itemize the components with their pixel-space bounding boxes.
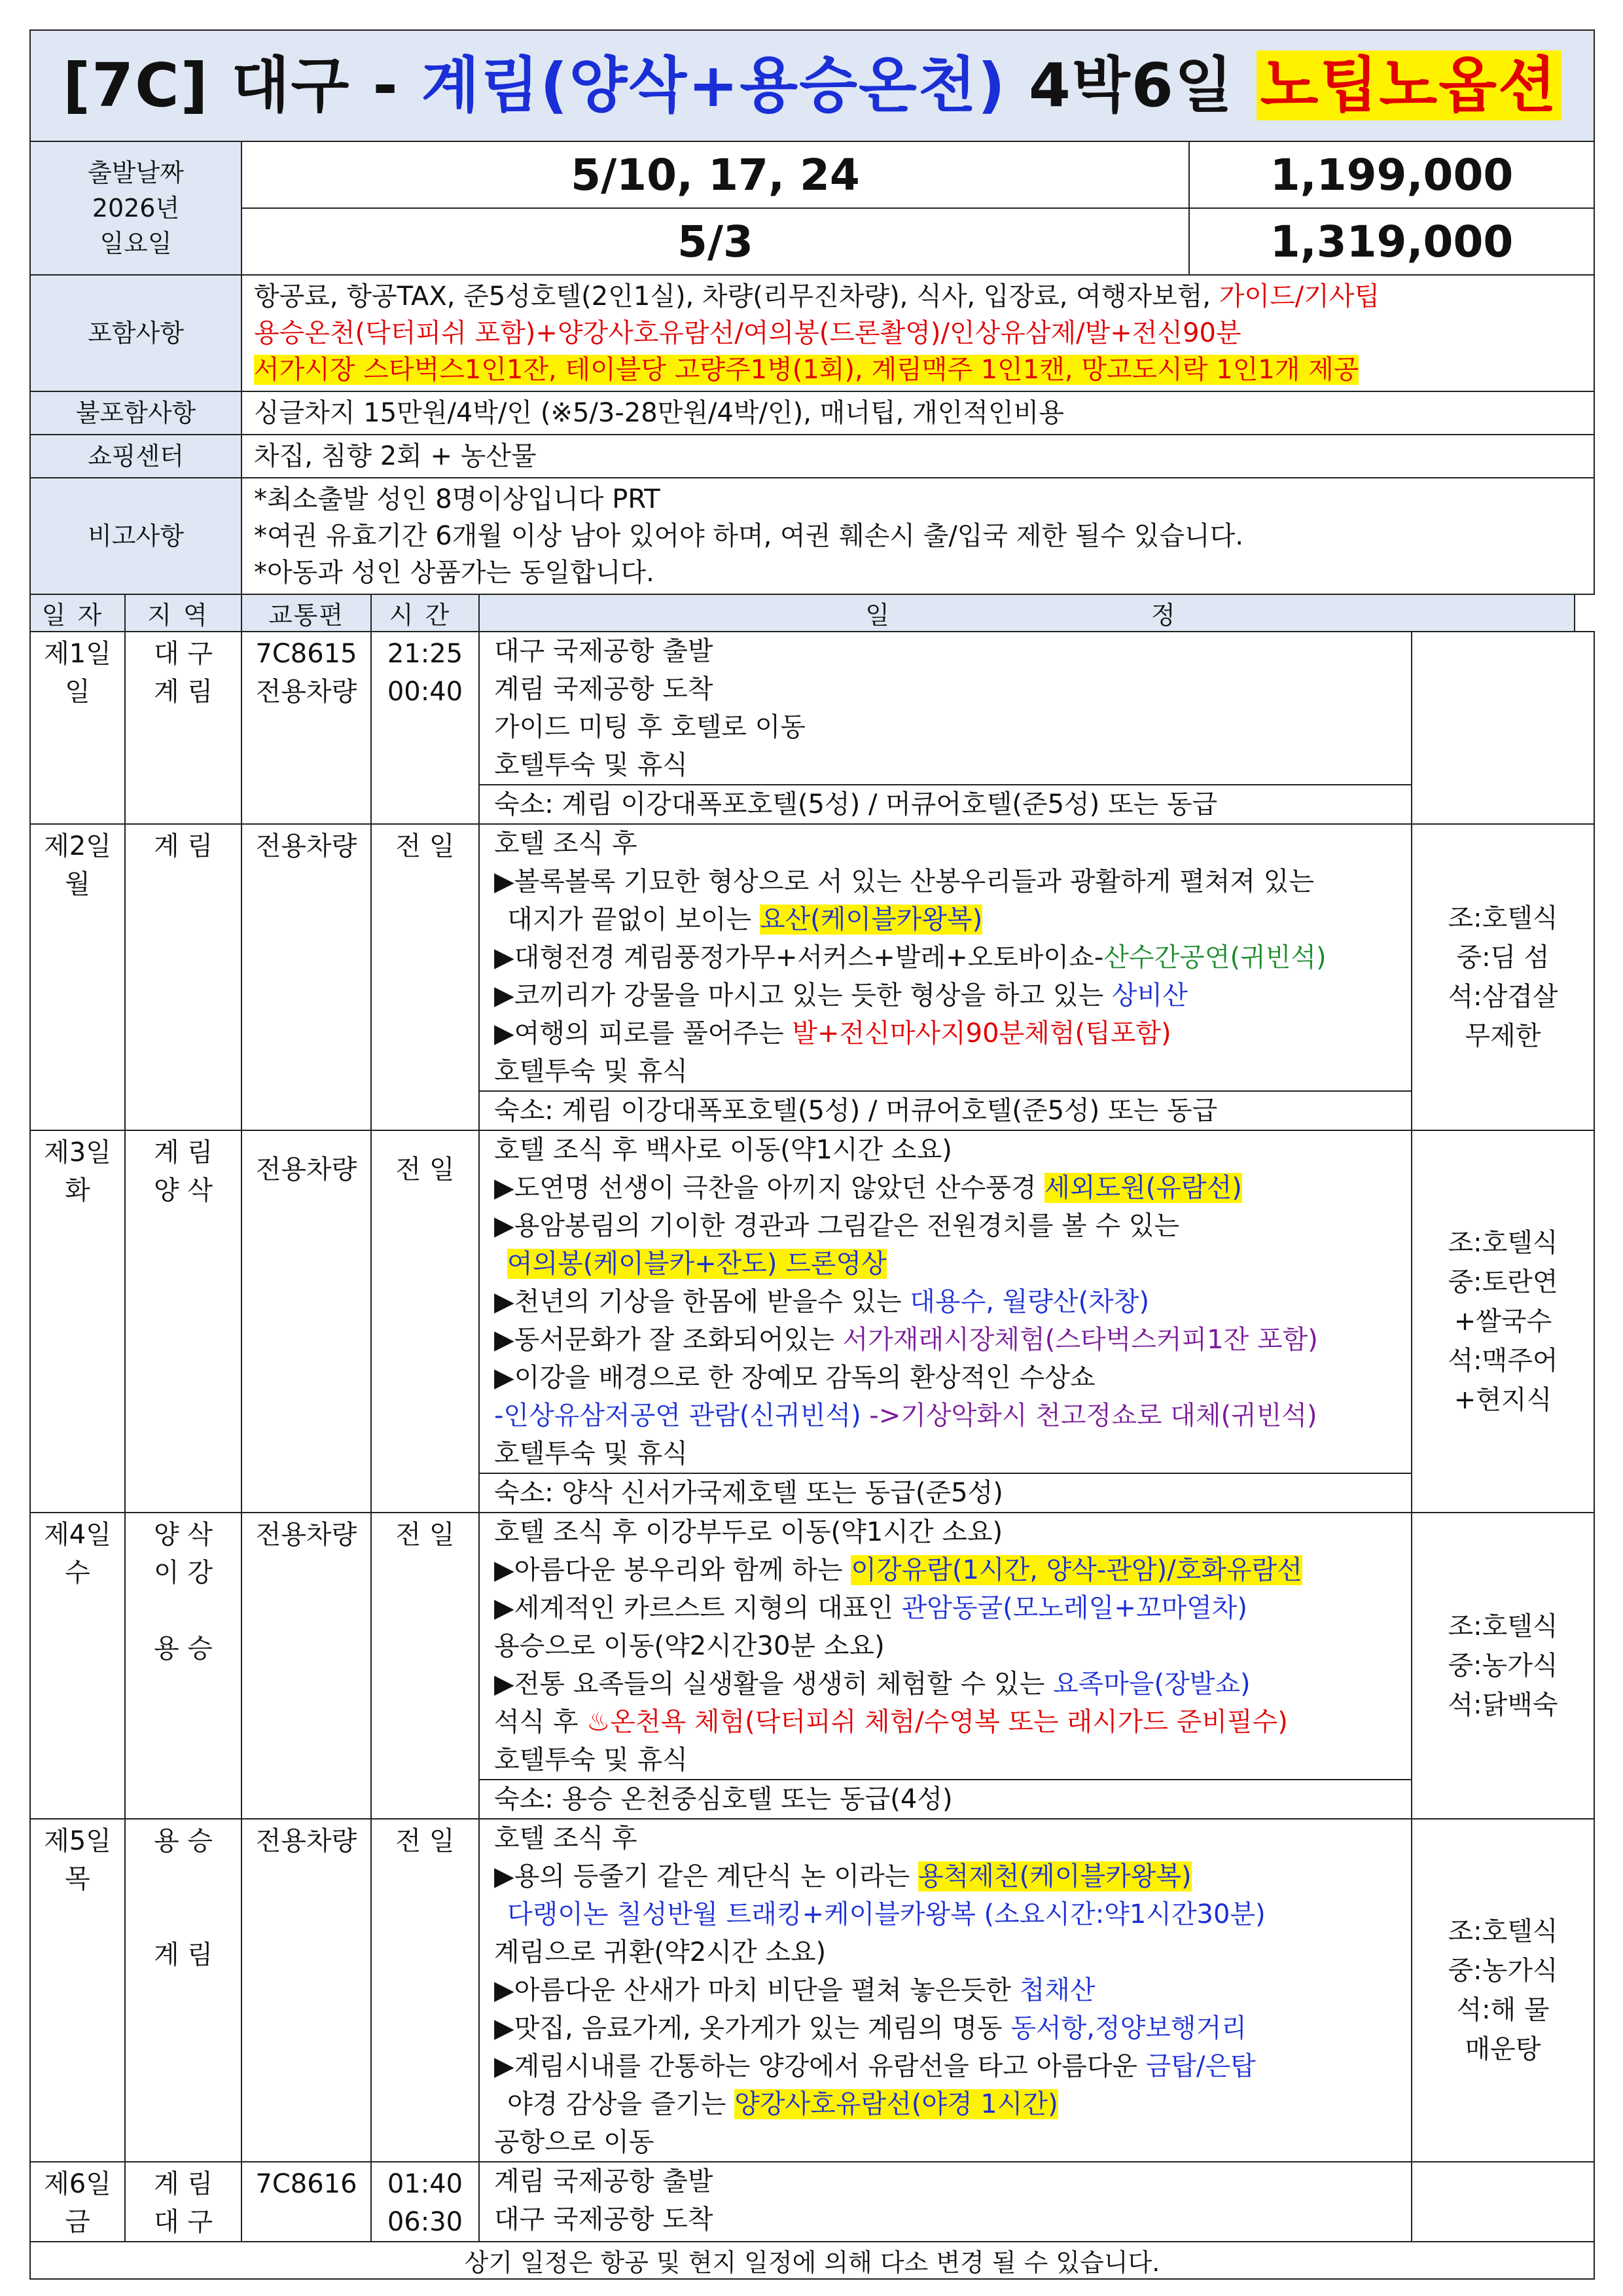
day-meal xyxy=(1412,2162,1594,2242)
departure-label: 출발날짜 2026년 일요일 xyxy=(30,141,241,275)
day-time: 21:25 00:40 xyxy=(371,632,479,824)
day-row-3: 제3일 화 계 림 양 삭 전용차량 전 일 호텔 조식 후 백사로 이동(약1시간 소요) ▶도연명 선생이 극찬을 아끼지 않았던 산수풍경 세외도원(유람선) ▶용암봉림의 기이한 경관과 그림같은 전원경치를 볼 수 있는 여의봉(케이블카+잔도) 드론영상 ▶천년의 기상을 한몸에 받을수 있는 대용수, 월량산(차창) ▶동서문화가 잘 조화되어있는 서가재래시장체험(스타벅스커피1잔 포함) ▶이강을 배경으로 한 장예모 감독의 환상적인 수상쇼 -인상유삼저공연 관람(신귀빈석) ->기상악화시 천고정쇼로 대체(귀빈석) 호텔투숙 및 휴식 숙소: 양삭 신서가국제호텔 또는 동급(준5성) 조:호텔식 중:토란연 +쌀국수 석:맥주어 +현지식 xyxy=(30,1130,1594,1513)
price-2: 1,319,000 xyxy=(1189,208,1594,275)
included-label: 포함사항 xyxy=(30,275,241,391)
excluded-label: 불포함사항 xyxy=(30,391,241,435)
departure-dates-1: 5/10, 17, 24 xyxy=(241,141,1189,208)
day-row-4: 제4일 수 양 삭 이 강 용 승 전용차량 전 일 호텔 조식 후 이강부두로 이동(약1시간 소요) ▶아름다운 봉우리와 함께 하는 이강유람(1시간, 양삭-관암)/호화유람선 ▶세계적인 카르스트 지형의 대표인 관암동굴(모노레일+꼬마열차) 용승으로 이동(약2시간30분 소요) ▶전통 요족들의 실생활을 생생히 체험할 수 있는 요족마을(장발쇼) 석식 후 ♨온천욕 체험(닥터피쉬 체험/수영복 또는 래시가드 준비필수) 호텔투숙 및 휴식 숙소: 용승 온천중심호텔 또는 동급(4성) 조:호텔식 중:농가식 석:닭백숙 xyxy=(30,1513,1594,1819)
day-row-5: 제5일 목 용 승 계 림 전용차량 전 일 호텔 조식 후 ▶용의 등줄기 같은 계단식 논 이라는 용척제천(케이블카왕복) 다랭이논 칠성반월 트래킹+케이블카왕복 (소요시간:약1시간30분) 계림으로 귀환(약2시간 소요) ▶아름다운 산새가 마치 비단을 펼쳐 놓은듯한 첩채산 ▶맛집, 음료가게, 옷가게가 있는 계림의 명동 동서항,정양보행거리 ▶계림시내를 간통하는 양강에서 유람선을 타고 아름다운 금탑/은탑 야경 감상을 즐기는 양강사호유람선(야경 1시간) 공항으로 이동 조:호텔식 중:농가식 석:해 물 매운탕 xyxy=(30,1819,1594,2162)
no-tip-badge: 노팁노옵션 xyxy=(1257,50,1561,120)
day-row-2: 제2일 월 계 림 전용차량 전 일 호텔 조식 후 ▶볼록볼록 기묘한 형상으로 서 있는 산봉우리들과 광활하게 펼쳐져 있는 대지가 끝없이 보이는 요산(케이블카왕복) ▶대형전경 계림풍정가무+서커스+발레+오토바이쇼-산수간공연(귀빈석) ▶코끼리가 강물을 마시고 있는 듯한 형상을 하고 있는 상비산 ▶여행의 피로를 풀어주는 발+전신마사지90분체험(팁포함) 호텔투숙 및 휴식 숙소: 계림 이강대폭포호텔(5성) / 머큐어호텔(준5성) 또는 동급 조:호텔식 중:딤 섬 석:삼겹살 무제한 xyxy=(30,824,1594,1130)
hotel-line: 숙소: 계림 이강대폭포호텔(5성) / 머큐어호텔(준5성) 또는 동급 xyxy=(480,784,1412,823)
day-table xyxy=(29,631,1595,2280)
day-meal: 조:호텔식 중:농가식 석:해 물 매운탕 xyxy=(1412,1819,1594,2162)
departure-dates-2: 5/3 xyxy=(241,208,1189,275)
day-transport: 7C8615 전용차량 xyxy=(241,632,371,824)
header-time: 시간 xyxy=(371,594,479,632)
header-transport: 교통편 xyxy=(241,594,371,632)
day-label: 제1일 일 xyxy=(30,632,125,824)
header-day: 일자 xyxy=(30,594,125,632)
day-row-1 xyxy=(30,632,1594,824)
notes-text: *최소출발 성인 8명이상입니다 PRT *여권 유효기간 6개월 이상 남아 있어야 하며, 여권 훼손시 출/입국 제한 될수 있습니다. *아동과 성인 상품가는 동일합니다. xyxy=(241,478,1594,594)
day-meal xyxy=(1412,632,1594,824)
day-meal: 조:호텔식 중:딤 섬 석:삼겹살 무제한 xyxy=(1412,824,1594,1130)
header-schedule: 일정 xyxy=(479,594,1575,632)
shopping-text: 차집, 침향 2회 + 농산물 xyxy=(241,435,1594,478)
day-row-6: 제6일 금 계 림 대 구 7C8616 01:40 06:30 계림 국제공항 출발 대구 국제공항 도착 xyxy=(30,2162,1594,2242)
day-meal: 조:호텔식 중:농가식 석:닭백숙 xyxy=(1412,1513,1594,1819)
footer-note: 상기 일정은 항공 및 현지 일정에 의해 다소 변경 될 수 있습니다. xyxy=(30,2242,1594,2279)
shopping-label: 쇼핑센터 xyxy=(30,435,241,478)
header-region: 지역 xyxy=(125,594,241,632)
page-title: [7C] 대구 - 계림(양삭+용승온천) 4박6일 노팁노옵션 xyxy=(30,30,1594,141)
day-schedule: 대구 국제공항 출발 계림 국제공항 도착 가이드 미팅 후 호텔로 이동 호텔투숙 및 휴식 숙소: 계림 이강대폭포호텔(5성) / 머큐어호텔(준5성) 또는 동급 xyxy=(479,632,1412,824)
day-region: 대 구 계 림 xyxy=(125,632,241,824)
itinerary-page xyxy=(29,29,1594,2280)
included-text: 항공료, 항공TAX, 준5성호텔(2인1실), 차량(리무진차량), 식사, 입장료, 여행자보험, 가이드/기사팁 용승온천(닥터피쉬 포함)+양강사호유람선/여의봉(드론촬영)/인상유삼제/발+전신90분 서가시장 스타벅스1인1잔, 테이블당 고량주1병(1회), 계림맥주 1인1캔, 망고도시락 1인1개 제공 xyxy=(241,275,1594,391)
itinerary-table xyxy=(29,29,1595,632)
day-meal: 조:호텔식 중:토란연 +쌀국수 석:맥주어 +현지식 xyxy=(1412,1130,1594,1513)
notes-label: 비고사항 xyxy=(30,478,241,594)
price-1: 1,199,000 xyxy=(1189,141,1594,208)
excluded-text: 싱글차지 15만원/4박/인 (※5/3-28만원/4박/인), 매너팁, 개인적인비용 xyxy=(241,391,1594,435)
